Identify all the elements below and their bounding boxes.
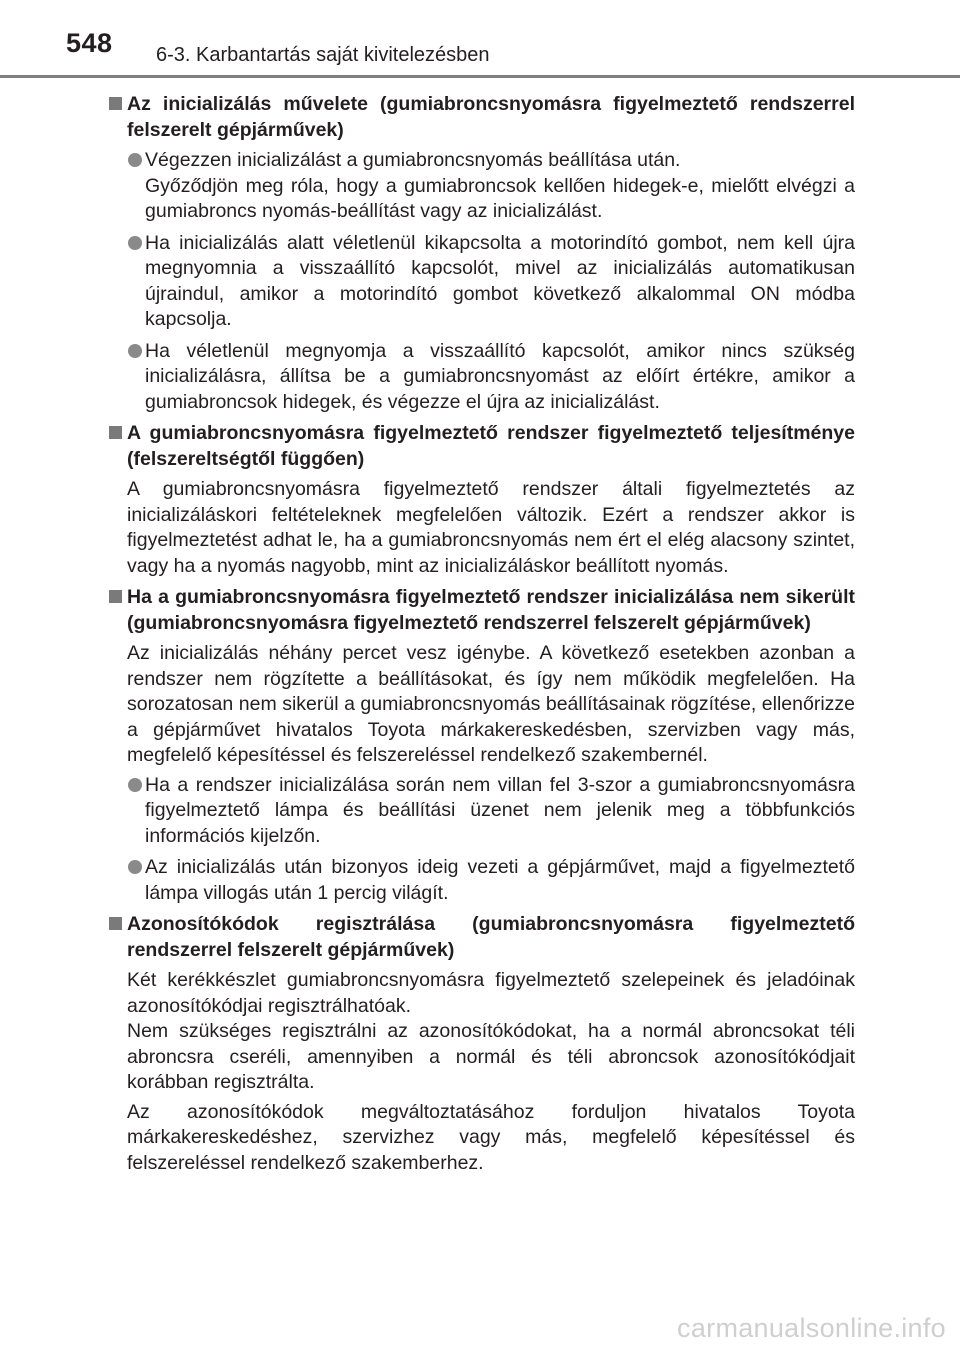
section-heading-text: A gumiabroncsnyomásra figyelmeztető rendszer figyelmeztető teljesítménye (felszereltségtől függően) (127, 422, 855, 470)
section-heading-warning-performance (105, 421, 855, 472)
square-bullet-icon (105, 585, 127, 636)
bullet-text: Az inicializálás után bizonyos ideig vezeti a gépjárművet, majd a figyelmeztető lámpa villogás után 1 percig világít. (145, 856, 855, 904)
page-content (105, 92, 855, 1180)
page-number: 548 (66, 28, 113, 58)
bullet-item (127, 339, 855, 416)
body-paragraph: Két kerékkészlet gumiabroncsnyomásra figyelmeztető szelepeinek és jeladóinak azonosítókódjai regisztrálhatóak. (127, 969, 855, 1017)
bullet-text: Végezzen inicializálást a gumiabroncsnyomás beállítása után. (145, 149, 681, 171)
section-heading-id-code-registration (105, 912, 855, 963)
square-bullet-icon (105, 421, 127, 472)
body-paragraph: A gumiabroncsnyomásra figyelmeztető rendszer általi figyelmeztetés az inicializáláskori feltételeknek megfelelően változik. Ezért a rendszer akkor is figyelmeztetést adhat le, ha a gumiabroncsnyomás nem ért el elég alacsony szintet, vagy ha a nyomás nagyobb, mint az inicializáláskor beállított nyomás. (127, 478, 855, 577)
section-title: 6-3. Karbantartás saját kivitelezésben (156, 44, 490, 66)
bullet-item (127, 855, 855, 906)
bullet-item (127, 231, 855, 333)
round-bullet-icon (127, 855, 145, 906)
header-divider (0, 75, 960, 78)
round-bullet-icon (127, 339, 145, 416)
bullet-text: Ha véletlenül megnyomja a visszaállító kapcsolót, amikor nincs szükség inicializálásra, állítsa be a gumiabroncsnyomást az előírt értékre, amikor a gumiabroncsok hidegek, és végezze el újra az inicializálást. (145, 339, 855, 413)
round-bullet-icon (127, 148, 145, 225)
page-header (0, 0, 960, 82)
bullet-text: Ha inicializálás alatt véletlenül kikapcsolta a motorindító gombot, nem kell újra megnyomnia a visszaállító kapcsolót, mivel az inicializálás automatikusan újraindul, amikor a motorindító gombot következő alkalommal ON módba kapcsolja. (145, 231, 855, 330)
body-paragraph: Az inicializálás néhány percet vesz igénybe. A következő esetekben azonban a rendszer nem rögzítette a beállításokat, és így nem működik megfelelően. Ha sorozatosan nem sikerül a gumiabroncsnyomás beállításainak rögzítése, ellenőrizze a gépjárművet hivatalos Toyota márkakereskedésben, szervizben vagy más, megfelelő képesítéssel és felszereléssel rendelkező szakembernél. (127, 642, 855, 766)
body-paragraph: Nem szükséges regisztrálni az azonosítókódokat, ha a normál abroncsokat téli abroncsra cseréli, amennyiben a normál és téli abroncsok azonosítókódjait korábban regisztrálta. (127, 1020, 855, 1093)
bullet-text: Ha a rendszer inicializálása során nem villan fel 3-szor a gumiabroncsnyomásra figyelmeztető lámpa és beállítási üzenet nem jelenik meg a többfunkciós információs kijelzőn. (145, 773, 855, 847)
round-bullet-icon (127, 773, 145, 850)
section-heading-text: Azonosítókódok regisztrálása (gumiabroncsnyomásra figyelmeztető rendszerrel felszerelt gépjárművek) (127, 913, 855, 961)
square-bullet-icon (105, 92, 127, 143)
section-heading-initialization-failed (105, 585, 855, 636)
body-paragraph: Az azonosítókódok megváltoztatásához forduljon hivatalos Toyota márkakereskedéshez, szervizhez vagy más, megfelelő képesítéssel és felszereléssel rendelkező szakemberhez. (127, 1100, 855, 1174)
section-heading-initialization-procedure (105, 92, 855, 143)
section-heading-text: Az inicializálás művelete (gumiabroncsnyomásra figyelmeztető rendszerrel felszerelt gépjárművek) (127, 93, 855, 141)
square-bullet-icon (105, 912, 127, 963)
round-bullet-icon (127, 231, 145, 333)
bullet-item (127, 148, 855, 225)
bullet-item (127, 773, 855, 850)
bullet-text: Győződjön meg róla, hogy a gumiabroncsok kellően hidegek-e, mielőtt elvégzi a gumiabroncs nyomás-beállítást vagy az inicializálást. (145, 174, 855, 222)
watermark: carmanualsonline.info (677, 1313, 946, 1343)
section-heading-text: Ha a gumiabroncsnyomásra figyelmeztető rendszer inicializálása nem sikerült (gumiabroncsnyomásra figyelmeztető rendszerrel felszerelt gépjárművek) (127, 586, 855, 634)
